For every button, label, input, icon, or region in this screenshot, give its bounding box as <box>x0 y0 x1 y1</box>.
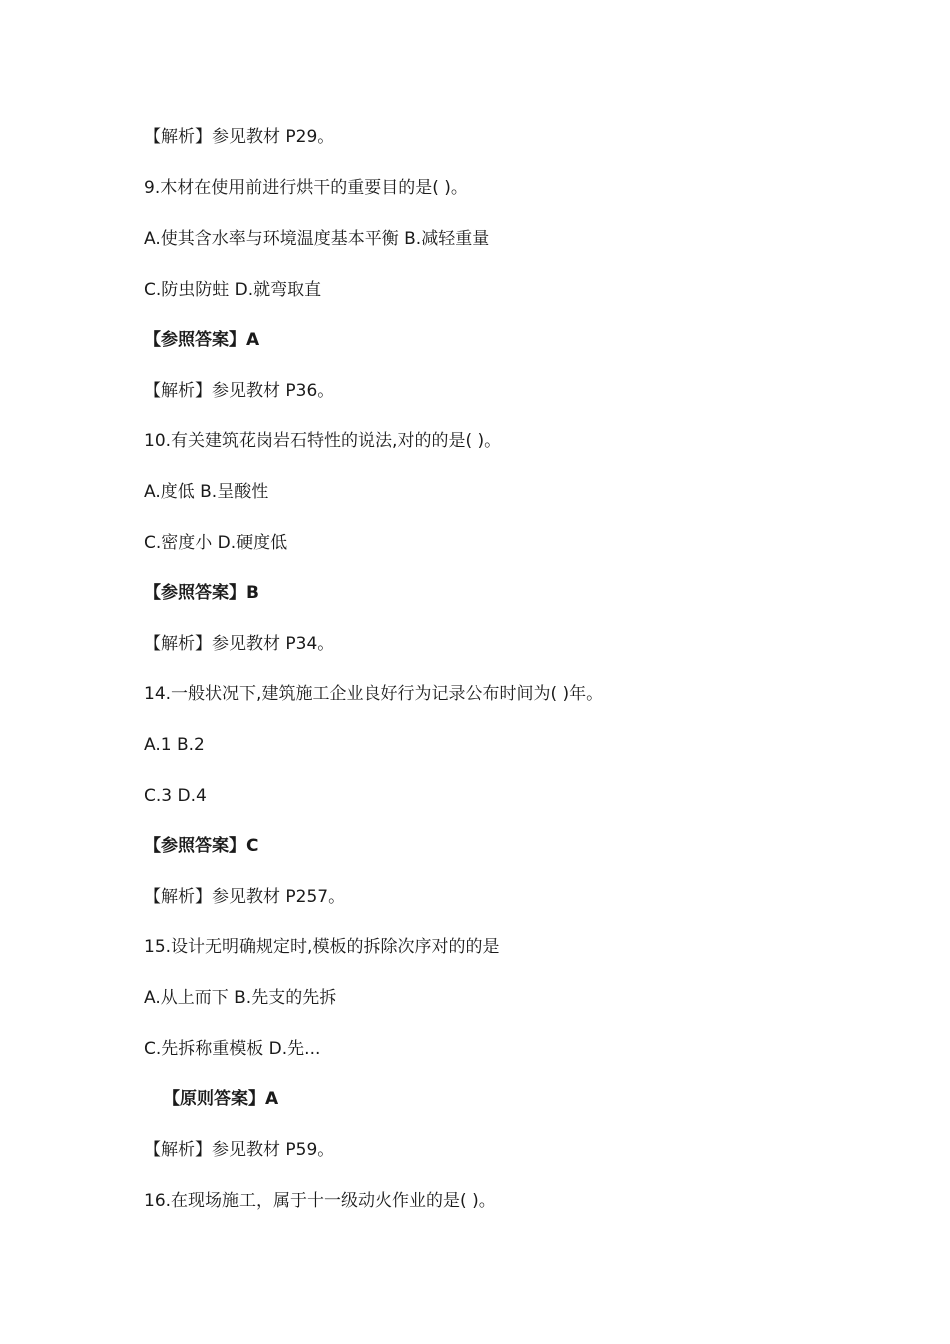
question-15: 15.设计无明确规定时,模板的拆除次序对的的是 <box>144 937 500 957</box>
answer-line: 【原则答案】A <box>163 1089 279 1109</box>
options-line: C.先拆称重模板 D.先... <box>144 1039 321 1059</box>
answer-line: 【参照答案】C <box>144 836 259 856</box>
options-line: C.3 D.4 <box>144 786 207 806</box>
question-14: 14.一般状况下,建筑施工企业良好行为记录公布时间为( )年。 <box>144 684 604 704</box>
question-10: 10.有关建筑花岗岩石特性的说法,对的的是( )。 <box>144 431 502 451</box>
options-line: C.防虫防蛀 D.就弯取直 <box>144 280 322 300</box>
options-line: C.密度小 D.硬度低 <box>144 533 288 553</box>
explanation-line: 【解析】参见教材 P36。 <box>144 381 335 401</box>
options-line: A.从上而下 B.先支的先拆 <box>144 988 337 1008</box>
options-line: A.度低 B.呈酸性 <box>144 482 269 502</box>
answer-line: 【参照答案】A <box>144 330 260 350</box>
explanation-line: 【解析】参见教材 P59。 <box>144 1140 335 1160</box>
question-9: 9.木材在使用前进行烘干的重要目的是( )。 <box>144 178 468 198</box>
explanation-line: 【解析】参见教材 P34。 <box>144 634 335 654</box>
explanation-line: 【解析】参见教材 P29。 <box>144 127 335 147</box>
options-line: A.1 B.2 <box>144 735 205 755</box>
explanation-line: 【解析】参见教材 P257。 <box>144 887 346 907</box>
answer-line: 【参照答案】B <box>144 583 259 603</box>
question-16: 16.在现场施工，属于十一级动火作业的是( )。 <box>144 1191 496 1211</box>
options-line: A.使其含水率与环境温度基本平衡 B.减轻重量 <box>144 229 490 249</box>
